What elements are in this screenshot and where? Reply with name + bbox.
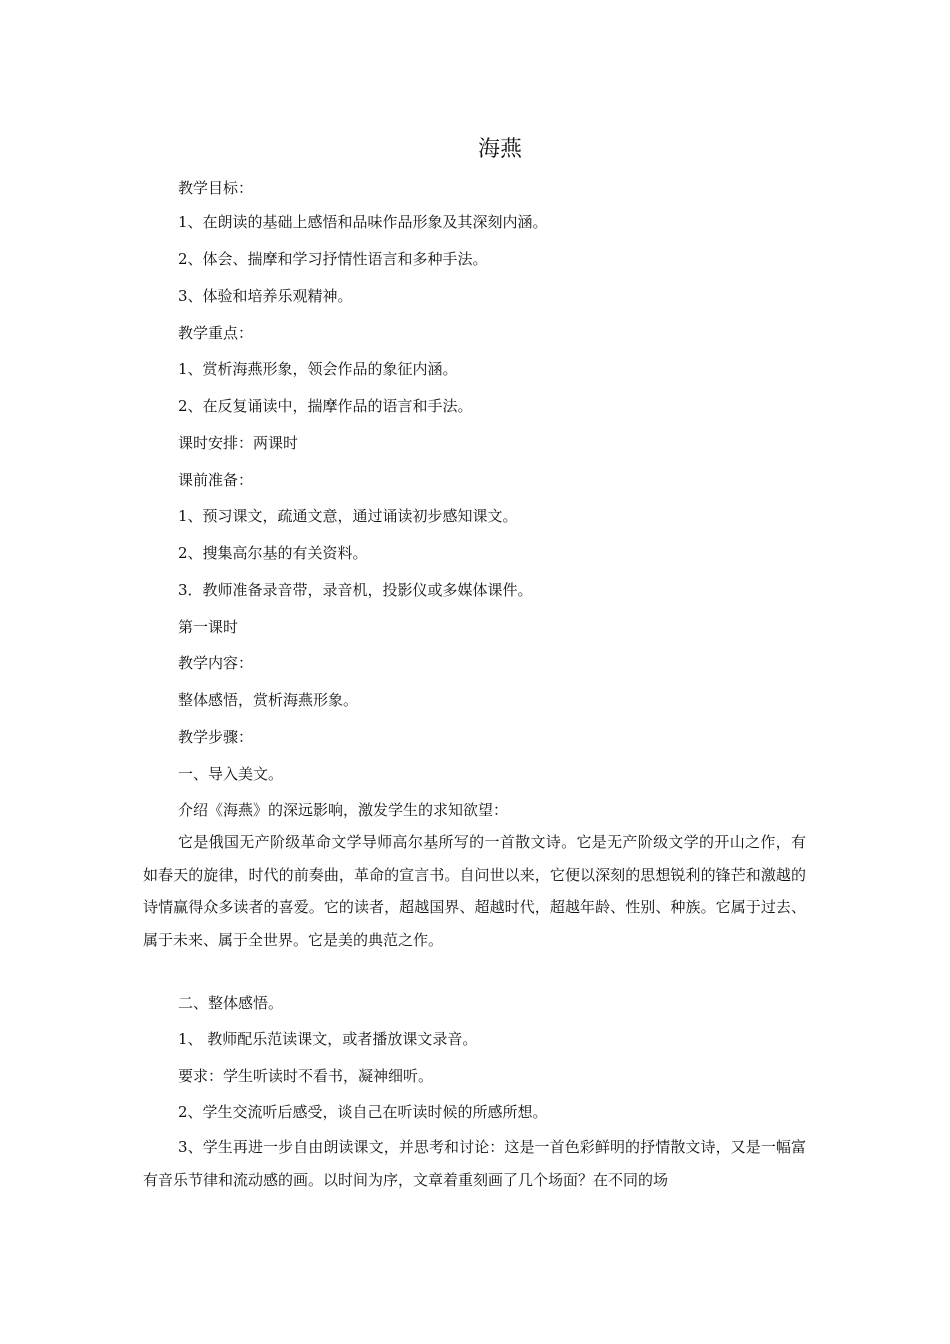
heading-teaching-steps: 教学步骤：: [178, 728, 254, 746]
heading-teaching-content: 教学内容：: [178, 654, 254, 672]
heading-preparation: 课前准备：: [178, 471, 254, 489]
introduction-paragraph: 它是俄国无产阶级革命文学导师高尔基所写的一首散文诗。它是无产阶级文学的开山之作，有如春天的旋律，时代的前奏曲，革命的宣言书。自问世以来，它便以深刻的思想锐利的锋芒和激越的诗情赢得众多读者的喜爱。它的读者，超越国界、超越时代，超越年龄、性别、种族。它属于过去、属于未来、属于全世界。它是美的典范之作。: [143, 833, 806, 949]
heading-teaching-goals: 教学目标：: [178, 179, 254, 197]
step-two-item-1: 1、 教师配乐范读课文，或者播放课文录音。: [178, 1030, 478, 1048]
teaching-content-line: 整体感悟，赏析海燕形象。: [178, 691, 359, 709]
preparation-item-1: 1、预习课文，疏通文意，通过诵读初步感知课文。: [178, 507, 518, 525]
lesson-one-heading: 第一课时: [178, 618, 239, 636]
preparation-item-3: 3．教师准备录音带，录音机，投影仪或多媒体课件。: [178, 581, 533, 599]
preparation-item-2: 2、搜集高尔基的有关资料。: [178, 544, 368, 562]
heading-key-points: 教学重点：: [178, 324, 254, 342]
step-one-heading: 一、导入美文。: [178, 765, 284, 783]
schedule-line: 课时安排：两课时: [178, 434, 299, 452]
key-point-2: 2、在反复诵读中，揣摩作品的语言和手法。: [178, 397, 473, 415]
step-two-item-2: 2、学生交流听后感受，谈自己在听读时候的所感所想。: [178, 1103, 548, 1121]
goal-item-2: 2、体会、揣摩和学习抒情性语言和多种手法。: [178, 250, 488, 268]
discussion-paragraph: 3、学生再进一步自由朗读课文，并思考和讨论：这是一首色彩鲜明的抒情散文诗，又是一幅富有音乐节律和流动感的画。以时间为序，文章着重刻画了几个场面？在不同的场: [143, 1138, 806, 1189]
key-point-1: 1、赏析海燕形象，领会作品的象征内涵。: [178, 360, 458, 378]
introduction-line: 介绍《海燕》的深远影响，激发学生的求知欲望：: [178, 801, 509, 819]
document-title: 海燕: [477, 137, 522, 162]
step-two-heading: 二、整体感悟。: [178, 994, 284, 1012]
goal-item-3: 3、体验和培养乐观精神。: [178, 287, 353, 305]
goal-item-1: 1、在朗读的基础上感悟和品味作品形象及其深刻内涵。: [178, 213, 548, 231]
requirement-line: 要求：学生听读时不看书，凝神细听。: [178, 1067, 434, 1085]
